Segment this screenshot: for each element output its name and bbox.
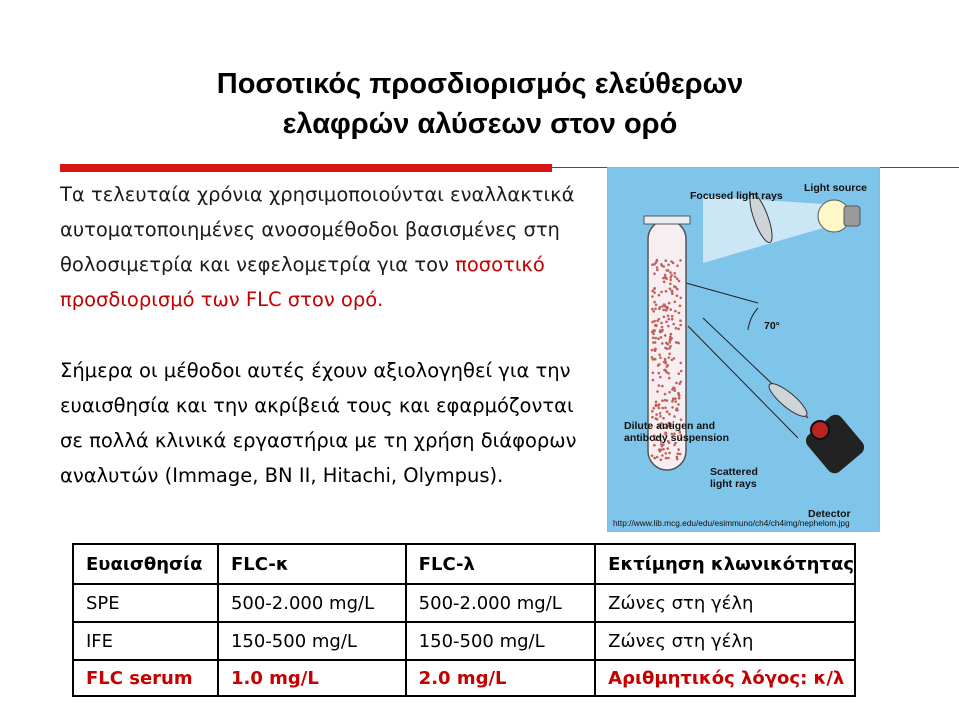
- particle-dot: [665, 452, 668, 455]
- particle-dot: [658, 403, 661, 406]
- detector-icon: [803, 411, 868, 476]
- particle-dot: [668, 353, 671, 356]
- table-cell: 500-2.000 mg/L: [218, 584, 406, 622]
- particle-dot: [671, 406, 674, 409]
- particle-dot: [676, 278, 679, 281]
- particle-dot: [656, 266, 659, 269]
- particle-dot: [653, 329, 656, 332]
- particle-dot: [654, 341, 657, 344]
- particle-dot: [659, 356, 662, 359]
- label-dilute-suspension: Dilute antigen and antibody suspension: [624, 420, 730, 444]
- particle-dot: [668, 413, 671, 416]
- label-light-source: Light source: [804, 182, 868, 194]
- header-flc-kappa: FLC-κ: [218, 544, 406, 584]
- particle-dot: [680, 381, 683, 384]
- particle-dot: [672, 323, 675, 326]
- particle-dot: [657, 337, 660, 340]
- particle-dot: [664, 407, 667, 410]
- particle-dot: [660, 291, 663, 294]
- particle-dot: [671, 315, 674, 318]
- particle-dot: [668, 318, 671, 321]
- particle-dot: [664, 393, 667, 396]
- particle-dot: [668, 391, 671, 394]
- particle-dot: [675, 409, 678, 412]
- light-bulb-icon: [818, 200, 860, 232]
- particle-dot: [651, 454, 654, 457]
- particle-dot: [659, 376, 662, 379]
- particle-dot: [664, 399, 667, 402]
- particle-dot: [661, 407, 664, 410]
- particle-dot: [656, 456, 659, 459]
- particle-dot: [677, 403, 680, 406]
- angle-arc: [748, 308, 758, 330]
- particle-dot: [678, 280, 681, 283]
- particle-dot: [661, 454, 664, 457]
- particle-dot: [667, 372, 670, 375]
- particle-dot: [662, 265, 665, 268]
- particle-dot: [653, 407, 656, 410]
- particle-dot: [658, 363, 661, 366]
- table-header-row: [73, 544, 855, 584]
- particle-dot: [675, 327, 678, 330]
- table-cell: 1.0 mg/L: [218, 660, 406, 696]
- particle-dot: [676, 294, 679, 297]
- particle-dot: [676, 456, 679, 459]
- particle-dot: [672, 387, 675, 390]
- particle-dot: [665, 290, 668, 293]
- table-cell: 500-2.000 mg/L: [406, 584, 596, 622]
- particle-dot: [680, 370, 683, 373]
- particle-dot: [670, 338, 673, 341]
- particle-dot: [669, 308, 672, 311]
- table-row: [73, 622, 855, 660]
- particle-dot: [653, 457, 656, 460]
- particle-dot: [662, 277, 665, 280]
- particle-dot: [658, 407, 661, 410]
- particle-dot: [660, 458, 663, 461]
- test-tube-rim: [644, 216, 690, 224]
- particle-dot: [661, 385, 664, 388]
- particle-dot: [669, 336, 672, 339]
- particle-dot: [656, 320, 659, 323]
- intro-text: Τα τελευταία χρόνια χρησιμοποιούνται εναλλακτικά αυτοματοποιημένες ανοσομέθοδοι βασισμένες στη θολοσιμετρία και νεφελομετρία για τον: [60, 183, 575, 276]
- table-cell: FLC serum: [73, 660, 218, 696]
- label-angle: 70°: [764, 320, 780, 332]
- figure-source-url: http://www.lib.mcg.edu/edu/esimmuno/ch4/ch4img/nephelom.jpg: [613, 518, 850, 528]
- label-scattered-rays: Scattered light rays: [710, 466, 758, 490]
- particle-dot: [674, 286, 677, 289]
- particle-dot: [669, 276, 672, 279]
- particle-dot: [676, 265, 679, 268]
- label-detector: Detector: [808, 508, 851, 520]
- particle-dot: [664, 358, 667, 361]
- particle-dot: [677, 392, 680, 395]
- particle-dot: [656, 269, 659, 272]
- particle-dot: [663, 281, 666, 284]
- particle-dot: [669, 271, 672, 274]
- table-cell: SPE: [73, 584, 218, 622]
- particle-dot: [661, 305, 664, 308]
- particle-dot: [660, 336, 663, 339]
- slide-title-line-1: Ποσοτικός προσδιορισμός ελεύθερων: [216, 68, 744, 100]
- particle-dot: [669, 287, 672, 290]
- particle-dot: [666, 306, 669, 309]
- particle-dot: [667, 325, 670, 328]
- particle-dot: [653, 288, 656, 291]
- particle-dot: [665, 362, 668, 365]
- particle-dot: [651, 308, 654, 311]
- particle-dot: [679, 319, 682, 322]
- particle-dot: [658, 307, 661, 310]
- intro-highlight: ποσοτικό προσδιορισμό των FLC στον ορό.: [60, 253, 545, 311]
- particle-dot: [680, 362, 683, 365]
- particle-dot: [662, 448, 665, 451]
- particle-dot: [669, 345, 672, 348]
- particle-dot: [669, 283, 672, 286]
- particle-dot: [659, 415, 662, 418]
- particle-dot: [674, 400, 677, 403]
- particle-dot: [653, 291, 656, 294]
- particle-dot: [672, 397, 675, 400]
- particle-dot: [675, 382, 678, 385]
- particle-dot: [661, 399, 664, 402]
- particle-dot: [661, 342, 664, 345]
- particle-dot: [664, 369, 667, 372]
- particle-dot: [667, 269, 670, 272]
- particle-dot: [667, 264, 670, 267]
- particle-dot: [655, 304, 658, 307]
- particle-dot: [658, 294, 661, 297]
- particle-dot: [678, 372, 681, 375]
- particle-dot: [651, 321, 654, 324]
- particle-dot: [665, 309, 668, 312]
- particle-dot: [653, 348, 656, 351]
- particle-dot: [653, 272, 656, 275]
- table-cell: Αριθμητικός λόγος: κ/λ: [595, 660, 855, 696]
- particle-dot: [662, 309, 665, 312]
- particle-dot: [678, 312, 681, 315]
- particle-dot: [666, 410, 669, 413]
- table-cell: Ζώνες στη γέλη: [595, 584, 855, 622]
- particle-dot: [658, 372, 661, 375]
- particle-dot: [659, 329, 662, 332]
- particle-dot: [666, 365, 669, 368]
- particle-dot: [668, 452, 671, 455]
- particle-dot: [663, 316, 666, 319]
- particle-dot: [653, 444, 656, 447]
- header-flc-lambda: FLC-λ: [406, 544, 596, 584]
- particle-dot: [671, 292, 674, 295]
- particle-dot: [655, 401, 658, 404]
- table-cell: Ζώνες στη γέλη: [595, 622, 855, 660]
- particle-dot: [655, 324, 658, 327]
- table-cell: IFE: [73, 622, 218, 660]
- particle-dot: [669, 279, 672, 282]
- particle-dot: [672, 262, 675, 265]
- particle-dot: [665, 259, 668, 262]
- particle-dot: [658, 384, 661, 387]
- table-cell: 150-500 mg/L: [218, 622, 406, 660]
- particle-dot: [651, 349, 654, 352]
- particle-dot: [670, 333, 673, 336]
- particle-dot: [666, 348, 669, 351]
- intro-paragraph: [60, 177, 600, 317]
- particle-dot: [651, 263, 654, 266]
- particle-dot: [667, 447, 670, 450]
- header-sensitivity: Ευαισθησία: [73, 544, 218, 584]
- particle-dot: [658, 354, 661, 357]
- flc-comparison-table: [72, 543, 856, 697]
- particle-dot: [664, 334, 667, 337]
- particle-dot: [668, 302, 671, 305]
- particle-dot: [665, 277, 668, 280]
- collection-lens: [765, 379, 811, 421]
- methods-paragraph: Σήμερα οι μέθοδοι αυτές έχουν αξιολογηθεί για την ευαισθησία και την ακρίβειά τους και εφαρμόζονται σε πολλά κλινικά εργαστήρια με τη χρήση διάφορων αναλυτών (Immage, BN II, Hitachi, Olympus).: [60, 359, 577, 487]
- particle-dot: [673, 415, 676, 418]
- particle-dot: [671, 318, 674, 321]
- particle-dot: [665, 321, 668, 324]
- table-footer-row: [73, 660, 855, 696]
- particle-dot: [673, 357, 676, 360]
- particle-dot: [655, 413, 658, 416]
- particle-dot: [679, 259, 682, 262]
- particle-dot: [667, 343, 670, 346]
- label-focused-light: Focused light rays: [690, 190, 783, 202]
- particle-dot: [651, 295, 654, 298]
- particle-dot: [671, 400, 674, 403]
- particle-dot: [653, 301, 656, 304]
- table-cell: 2.0 mg/L: [406, 660, 596, 696]
- title-divider-bar: [60, 164, 552, 172]
- particle-dot: [665, 457, 668, 460]
- particle-dot: [663, 304, 666, 307]
- particle-dot: [674, 275, 677, 278]
- particle-dot: [651, 410, 654, 413]
- particle-dot: [652, 372, 655, 375]
- particle-dot: [679, 324, 682, 327]
- particle-dot: [661, 326, 664, 329]
- particle-dot: [652, 379, 655, 382]
- particle-dot: [673, 272, 676, 275]
- particle-dot: [679, 453, 682, 456]
- particle-dot: [678, 397, 681, 400]
- particle-dot: [674, 301, 677, 304]
- nephelometry-figure: [607, 167, 880, 532]
- particle-dot: [677, 342, 680, 345]
- particle-dot: [659, 412, 662, 415]
- particle-dot: [668, 356, 671, 359]
- particle-dot: [654, 337, 657, 340]
- particle-dot: [652, 310, 655, 313]
- particle-dot: [679, 297, 682, 300]
- particle-dot: [655, 261, 658, 264]
- particle-dot: [674, 389, 677, 392]
- particle-dot: [671, 290, 674, 293]
- header-clonality: Εκτίμηση κλωνικότητας: [595, 544, 855, 584]
- particle-dot: [660, 322, 663, 325]
- particle-dot: [651, 416, 654, 419]
- particle-dot: [658, 448, 661, 451]
- table-cell: 150-500 mg/L: [406, 622, 596, 660]
- particle-dot: [656, 390, 659, 393]
- table-row: [73, 584, 855, 622]
- particle-dot: [667, 457, 670, 460]
- particle-dot: [677, 328, 680, 331]
- particle-dot: [652, 337, 655, 340]
- particle-dot: [674, 310, 677, 313]
- particle-dot: [654, 308, 657, 311]
- particle-dot: [667, 315, 670, 318]
- particle-dot: [677, 448, 680, 451]
- particle-dot: [668, 377, 671, 380]
- particle-dot: [679, 305, 682, 308]
- particle-dot: [652, 333, 655, 336]
- slide-title-line-2: ελαφρών αλύσεων στον ορό: [282, 108, 678, 140]
- particle-dot: [677, 452, 680, 455]
- particle-dot: [654, 358, 657, 361]
